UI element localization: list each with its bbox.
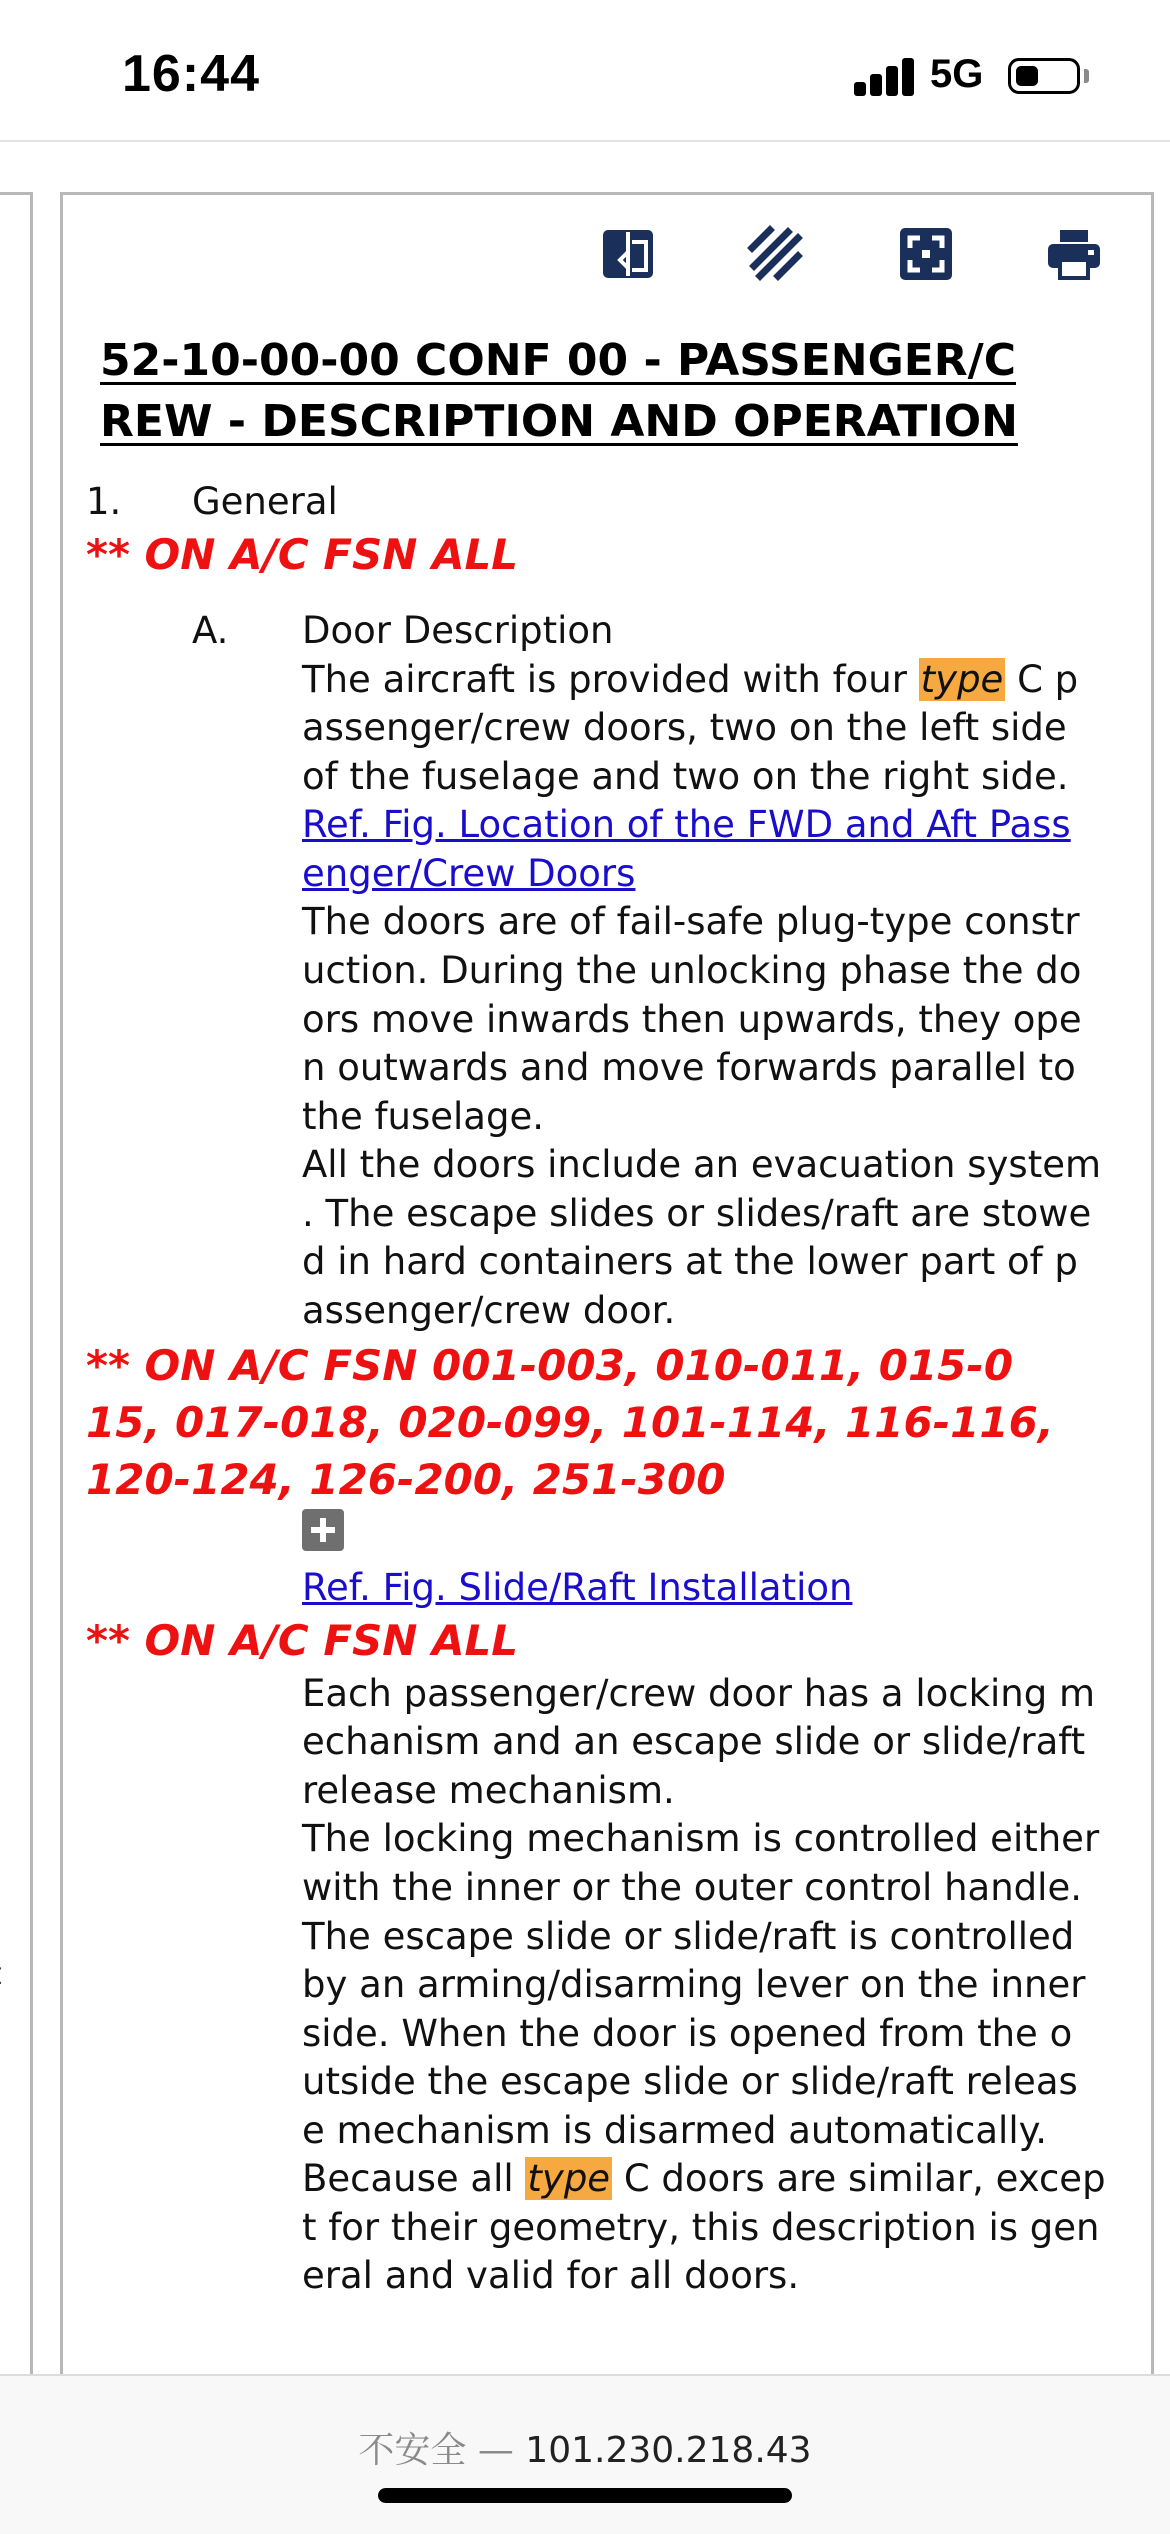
left-panel-edge-text [0, 1957, 2, 1992]
paragraph-line: uction. During the unlocking phase the do [302, 949, 1082, 992]
paragraph-line: The aircraft is provided with four type C p [302, 658, 1079, 701]
paragraph-line: e mechanism is disarmed automatically. [302, 2109, 1047, 2152]
search-highlight: type [920, 658, 1004, 701]
title-line: 52-10-00-00 CONF 00 - PASSENGER/C [100, 335, 1017, 386]
insecure-label: 不安全 — [358, 2430, 526, 2471]
paragraph-line: eral and valid for all doors. [302, 2254, 800, 2297]
paragraph-line: . The escape slides or slides/raft are stowe [302, 1192, 1092, 1235]
paragraph-line: the fuselage. [302, 1095, 544, 1138]
fullscreen-icon[interactable] [898, 226, 954, 282]
paragraph-line: ors move inwards then upwards, they ope [302, 998, 1082, 1041]
battery-icon [1008, 58, 1080, 94]
title-line: REW - DESCRIPTION AND OPERATION [100, 396, 1018, 447]
paragraph-line: side. When the door is opened from the o [302, 2012, 1073, 2055]
effectivity-label: ** ON A/C FSN ALL [86, 530, 519, 579]
document-title [100, 330, 1100, 452]
search-highlight: type [527, 2157, 611, 2200]
address-bar[interactable] [0, 2374, 1170, 2534]
paragraph-line: echanism and an escape slide or slide/raft [302, 1720, 1086, 1763]
paragraph-line: release mechanism. [302, 1769, 675, 1812]
network-type: 5G [930, 52, 984, 96]
paragraph-line: assenger/crew doors, two on the left side [302, 706, 1067, 749]
url-text: 101.230.218.43 [525, 2430, 812, 2471]
battery-tip [1084, 69, 1089, 83]
paragraph-line: t for their geometry, this description is gen [302, 2206, 1100, 2249]
status-bar [0, 0, 1170, 142]
print-icon[interactable] [1046, 226, 1102, 282]
figure-link-door-location[interactable]: Ref. Fig. Location of the FWD and Aft Pass [302, 803, 1071, 846]
effectivity-label: 120-124, 126-200, 251-300 [86, 1455, 726, 1504]
effectivity-label: ** ON A/C FSN 001-003, 010-011, 015-0 [86, 1341, 1014, 1390]
paragraph-line: The escape slide or slide/raft is controlled [302, 1915, 1075, 1958]
section-title: General [192, 480, 338, 523]
paragraph-line: assenger/crew door. [302, 1289, 676, 1332]
figure-link-door-location[interactable]: enger/Crew Doors [302, 852, 636, 895]
subsection-title: Door Description [302, 609, 614, 652]
paragraph-line: of the fuselage and two on the right side. [302, 755, 1069, 798]
paragraph-line: The locking mechanism is controlled either [302, 1817, 1100, 1860]
status-time: 16:44 [122, 45, 260, 103]
compare-icon[interactable] [600, 226, 656, 282]
paragraph-line: Each passenger/crew door has a locking m [302, 1672, 1096, 1715]
expand-plus-icon[interactable] [302, 1509, 344, 1551]
paragraph-line: with the inner or the outer control handle. [302, 1866, 1082, 1909]
paragraph-line: by an arming/disarming lever on the inner [302, 1963, 1086, 2006]
section-number: 1. [86, 480, 122, 523]
home-indicator[interactable] [378, 2488, 792, 2503]
hatch-pattern-icon[interactable] [748, 226, 804, 282]
battery-level [1016, 66, 1038, 86]
address-url[interactable] [0, 2422, 1170, 2473]
figure-link-slide-raft[interactable]: Ref. Fig. Slide/Raft Installation [302, 1566, 853, 1609]
effectivity-label: 15, 017-018, 020-099, 101-114, 116-116, [86, 1398, 1054, 1447]
effectivity-label: ** ON A/C FSN ALL [86, 1616, 519, 1665]
cellular-signal-icon [854, 58, 916, 96]
paragraph-line: n outwards and move forwards parallel to [302, 1046, 1076, 1089]
subsection-letter: A. [192, 609, 229, 652]
left-panel[interactable] [0, 192, 33, 2392]
paragraph-line: All the doors include an evacuation system [302, 1143, 1102, 1186]
paragraph-line: d in hard containers at the lower part of p [302, 1240, 1078, 1283]
paragraph-line: utside the escape slide or slide/raft releas [302, 2060, 1078, 2103]
paragraph-line: The doors are of fail-safe plug-type constr [302, 900, 1080, 943]
paragraph-line: Because all type C doors are similar, excep [302, 2157, 1106, 2200]
